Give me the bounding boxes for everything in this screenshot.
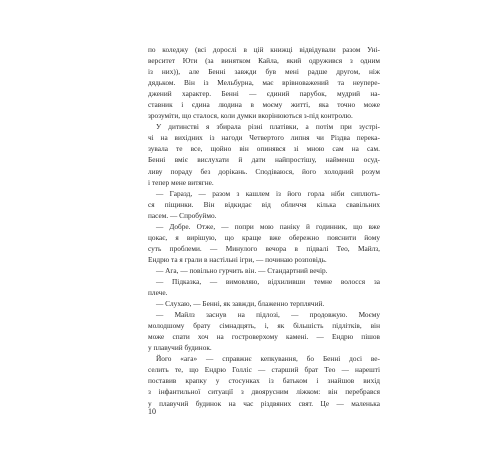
text-line: Бенні вміє вислухати й дати найпростішу, найменш осуд- (148, 155, 380, 165)
text-line: верситет Юти (за винятком Кайла, який одружився з одним (148, 56, 380, 66)
text-line: ставник і єдина людина в моєму житті, яка точно може (148, 100, 380, 110)
text-line: — Майлз заснув на підлозі, — продовжую. Моєму (156, 310, 380, 320)
text-line: — Гаразд, — разом з кашлем із його горла ніби сиплють- (156, 188, 380, 198)
text-line: — Слухаю, — Бенні, як завжди, блаженно терплячий. (156, 299, 325, 309)
page-number: 10 (148, 407, 156, 416)
text-line: суть проблеми. — Минулого вечора в підвалі Тео, Майлз, (148, 243, 380, 253)
text-line: У дитинстві я збирала різні платівки, а потім при зустрі- (156, 122, 380, 132)
text-line: чі на вихідних із нагоди Четвертого липня чи Різдва перека- (148, 133, 380, 143)
text-line: молодшому брату сімнадцять, і, як більшість підлітків, він (148, 321, 380, 331)
text-line: ливу пораду без дорікань. Сподіваюся, його холодний розум (148, 166, 380, 176)
text-line: ся піщинки. Він відкидає від обличчя кілька свавільних (148, 199, 380, 209)
text-line: і тепер мене витягне. (148, 177, 214, 187)
text-line: цокає, я вирішую, що краще вже обережно пояснити йому (148, 232, 380, 242)
text-line: — Підказка, — вимовляю, відхиливши темне волосся за (156, 276, 380, 286)
text-line: із них)), але Бенні завжди був мені радше другом, ніж (148, 67, 380, 77)
text-line: — Добре. Отже, — попри мою паніку й годинник, що вже (156, 221, 380, 231)
text-line: Його «ага» — справжнє кепкування, бо Бенні досі ве- (156, 354, 380, 364)
text-line: з інфантильної ситуації з двоярусним ліжком: він перебрався (148, 387, 380, 397)
text-line: поставив крапку у стосунках із батьком і знайшов вихід (148, 376, 380, 386)
body-text (148, 44, 380, 409)
text-line: пасем. — Спробуймо. (148, 210, 217, 220)
text-line: може спати хоч на гостроверхому камені. — Ендрю пішов (148, 332, 380, 342)
text-line: Ендрю та я грали в настільні ігри, — починаю розповідь. (148, 254, 327, 264)
text-line: селить те, що Ендрю Голліс — старший брат Тео — нарешті (148, 365, 380, 375)
text-line: — Ага, — повільно гурчить він. — Стандартний вечір. (156, 265, 328, 275)
text-line: у плавучий будинок. (148, 343, 212, 353)
text-line: джений характер. Бенні — єдиний парубок, мудрий на- (148, 89, 380, 99)
text-line: дядьком. Він із Мельбурна, має врівноважений та неупере- (148, 78, 380, 88)
text-line: зувала те все, щойно він опинявся зі мною сам на сам. (148, 144, 380, 154)
text-line: у плавучий будинок на час різдвяних свят. Це — маленька (148, 398, 380, 408)
text-line: зрозуміти, що сталося, коли думки вкорінюються з-під контролю. (148, 111, 353, 121)
text-line: по коледжу (всі дорослі в цій книжці відвідували разом Уні- (148, 45, 380, 54)
text-line: плече. (148, 288, 168, 298)
